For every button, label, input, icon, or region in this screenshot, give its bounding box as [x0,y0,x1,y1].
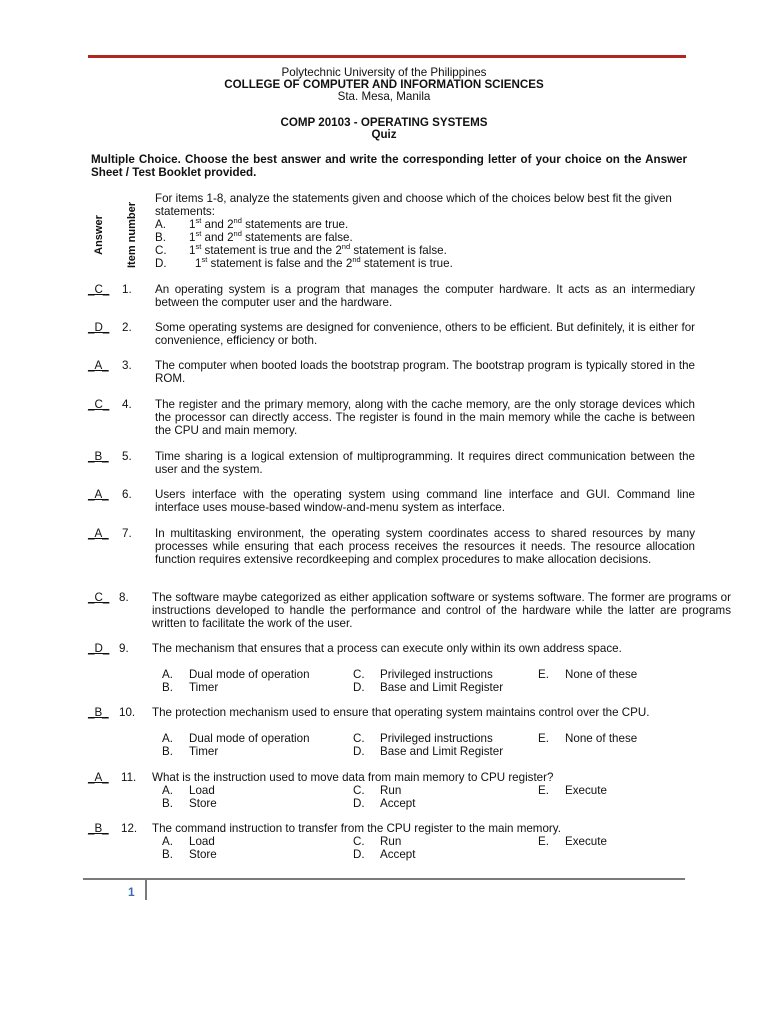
question-number: 2. [122,321,132,334]
option-text: Timer [189,681,219,694]
option-letter: A. [162,835,173,848]
option-text: Timer [189,745,219,758]
question-text: An operating system is a program that manages the computer hardware. It acts as an intermediary between the computer user and the hardware. [155,283,695,309]
course-title: COMP 20103 - OPERATING SYSTEMS [280,116,488,129]
question-number: 5. [122,450,132,463]
intro-choice-letter: A. [155,218,166,231]
question-text: The computer when booted loads the bootstrap program. The bootstrap program is typically stored in the ROM. [155,359,695,385]
university-name: Polytechnic University of the Philippines [281,66,487,79]
option-text: Accept [380,848,416,861]
option-letter: A. [162,784,173,797]
question-number: 8. [119,591,129,604]
intro-choice [155,244,700,257]
option-text: Load [189,835,215,848]
option-text: None of these [565,668,638,681]
question-text: The command instruction to transfer from the CPU register to the main memory. [152,822,561,835]
intro-choice [155,231,700,244]
option-letter: C. [353,732,365,745]
option-letter: B. [162,797,173,810]
intro-choice-text: 1st statement is true and the 2nd statement is false. [189,242,447,257]
question-text: In multitasking environment, the operating system coordinates access to shared resources by many processes while ensuring that each process receives the resources it needs. The resource allocation function requires extensive recordkeeping and complex procedures to make allocation decisions. [155,527,695,566]
intro-choice-text: 1st statement is false and the 2nd statement is true. [195,255,453,270]
option-text: Base and Limit Register [380,745,504,758]
option-letter: C. [353,668,365,681]
footer-rule [83,878,685,880]
option-text: Dual mode of operation [189,732,310,745]
intro-choices [155,218,700,270]
intro-choice-text: 1st and 2nd statements are false. [189,229,353,244]
option-letter: D. [353,797,365,810]
question-text: The protection mechanism used to ensure that operating system maintains control over the CPU. [152,706,650,719]
question-text: Time sharing is a logical extension of multiprogramming. It requires direct communication between the user and the system. [155,450,695,476]
option-letter: E. [538,784,549,797]
exam-type: Quiz [371,128,397,141]
option-text: Run [380,835,402,848]
campus-location: Sta. Mesa, Manila [337,90,431,103]
question-text: Users interface with the operating system using command line interface and GUI. Command line interface uses mouse-based window-and-menu system as interface. [155,488,695,514]
option-text: Dual mode of operation [189,668,310,681]
header-rule [88,55,686,58]
answer-mark: _A_ [88,359,109,372]
page-number: 1 [128,885,135,899]
question-number: 1. [122,283,132,296]
option-letter: E. [538,668,549,681]
intro-choice-letter: D. [155,257,167,270]
answer-column-label: Answer [93,215,105,255]
intro-choice-text: 1st and 2nd statements are true. [189,216,349,231]
intro-choice [155,257,700,270]
option-text: Privileged instructions [380,732,493,745]
question-text: What is the instruction used to move data from main memory to CPU register? [152,771,554,784]
question-number: 10. [119,706,136,719]
footer-page-divider [145,880,147,900]
option-text: Execute [565,835,607,848]
intro-choice-letter: B. [155,231,166,244]
intro-text: For items 1-8, analyze the statements given and choose which of the choices below best fit the given statements: [155,192,672,218]
answer-mark: _B_ [88,706,109,719]
answer-mark: _C_ [88,591,110,604]
question-number: 12. [121,822,138,835]
option-text: None of these [565,732,638,745]
option-letter: D. [353,745,365,758]
intro-choice-letter: C. [155,244,167,257]
option-letter: D. [353,681,365,694]
answer-mark: _C_ [88,398,110,411]
question-number: 3. [122,359,132,372]
option-letter: C. [353,784,365,797]
option-letter: E. [538,732,549,745]
question-number: 9. [119,642,129,655]
option-text: Base and Limit Register [380,681,504,694]
question-number: 4. [122,398,132,411]
item-number-column-label: Item number [126,202,138,269]
question-text: The software maybe categorized as either application software or systems software. The former are programs or instructions developed to handle the performance and control of the hardware while the latter are programs written to facilitate the work of the user. [152,591,731,630]
option-letter: D. [353,848,365,861]
question-text: Some operating systems are designed for convenience, others to be efficient. But definitely, it is either for convenience, efficiency or both. [155,321,695,347]
option-text: Store [189,848,217,861]
question-text: The register and the primary memory, along with the cache memory, are the only storage devices which the processor can directly access. The register is found in the main memory while the cache is between the CPU and main memory. [155,398,695,437]
instructions: Multiple Choice. Choose the best answer and write the corresponding letter of your choice on the Answer Sheet / Test Booklet provided. [91,153,687,179]
college-name: COLLEGE OF COMPUTER AND INFORMATION SCIENCES [224,78,544,91]
intro-block [155,192,700,270]
answer-mark: _A_ [88,488,109,501]
answer-mark: _D_ [88,642,110,655]
option-letter: A. [162,732,173,745]
question-number: 11. [121,771,137,784]
option-text: Accept [380,797,416,810]
question-number: 7. [122,527,132,540]
answer-mark: _B_ [88,822,109,835]
answer-mark: _D_ [88,321,110,334]
option-text: Privileged instructions [380,668,493,681]
answer-mark: _C_ [88,283,110,296]
question-text: The mechanism that ensures that a process can execute only within its own address space. [152,642,622,655]
option-letter: B. [162,848,173,861]
answer-mark: _A_ [88,771,109,784]
option-letter: E. [538,835,549,848]
option-text: Execute [565,784,607,797]
answer-mark: _B_ [88,450,109,463]
option-text: Load [189,784,215,797]
option-letter: C. [353,835,365,848]
answer-mark: _A_ [88,527,109,540]
option-text: Store [189,797,217,810]
option-letter: B. [162,681,173,694]
option-text: Run [380,784,402,797]
option-letter: A. [162,668,173,681]
question-number: 6. [122,488,132,501]
option-letter: B. [162,745,173,758]
